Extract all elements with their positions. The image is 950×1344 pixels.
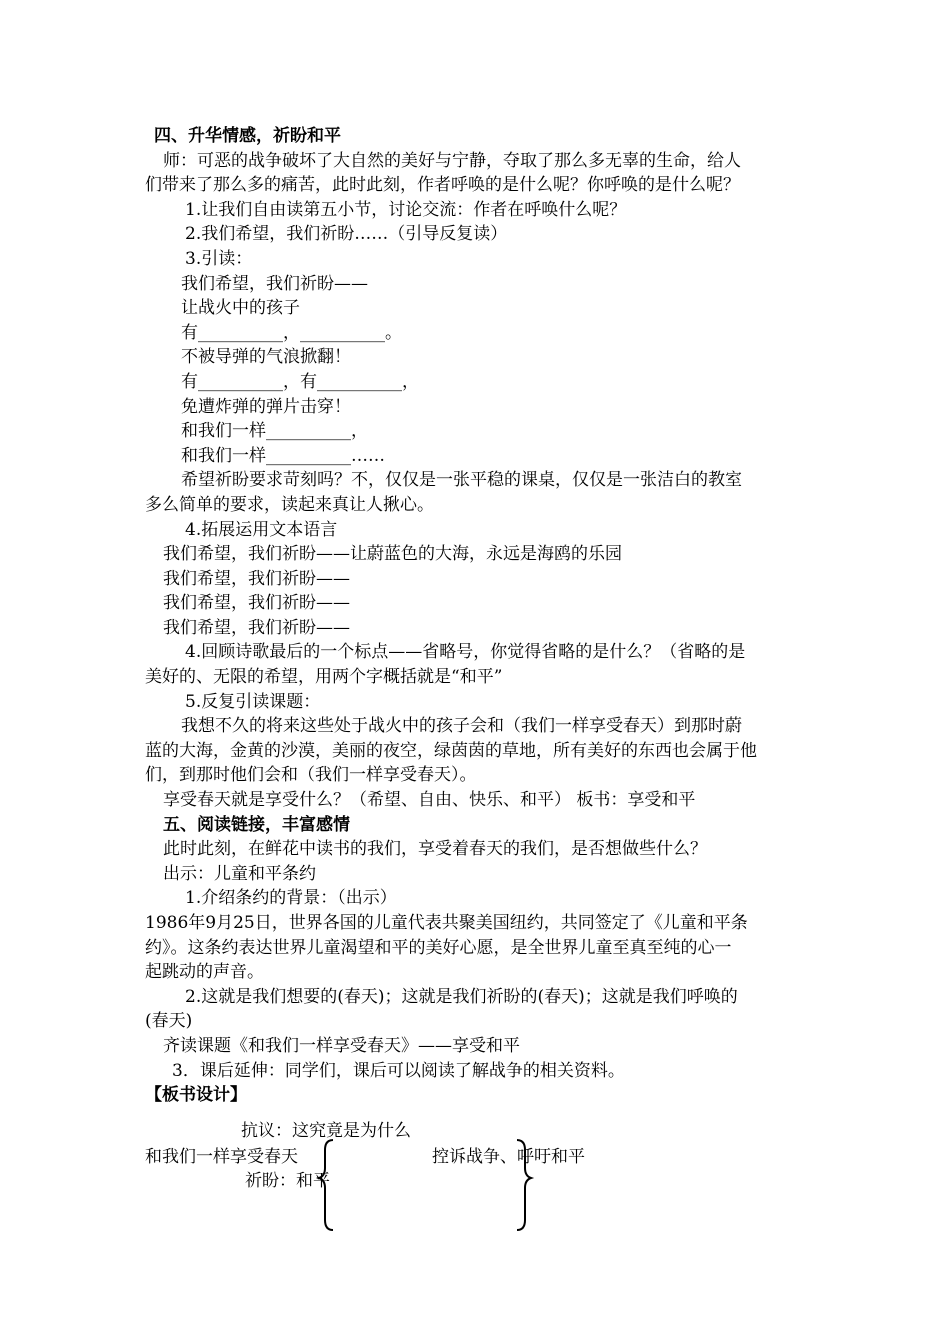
text-line: 们，到那时他们会和（我们一样享受春天）。: [145, 765, 477, 786]
text-line: 出示：儿童和平条约: [163, 863, 316, 884]
text-line: 4.拓展运用文本语言: [185, 519, 338, 540]
text-line: 此时此刻，在鲜花中读书的我们，享受着春天的我们，是否想做些什么？: [163, 839, 707, 860]
text-line: 我们希望，我们祈盼——: [163, 617, 350, 638]
text-line: 有__________，有__________，: [181, 371, 419, 392]
text-line: 我们希望，我们祈盼——: [163, 568, 350, 589]
text-line: 有__________，__________。: [181, 322, 402, 343]
text-line: 我们希望，我们祈盼——: [163, 593, 350, 614]
text-line: 1986年9月25日，世界各国的儿童代表共聚美国纽约，共同签定了《儿童和平条: [145, 913, 748, 933]
right-brace: [517, 1140, 531, 1230]
text-line: 起跳动的声音。: [145, 962, 264, 983]
text-line: 让战火中的孩子: [181, 298, 300, 319]
section-heading: 五、阅读链接，丰富感情: [163, 814, 350, 835]
text-line: 不被导弹的气浪掀翻！: [181, 347, 351, 368]
text-line: 和我们一样__________……: [181, 445, 385, 466]
text-line: 2.我们希望，我们祈盼……（引导反复读）: [185, 224, 508, 245]
text-line: 师：可恶的战争破坏了大自然的美好与宁静，夺取了那么多无辜的生命，给人: [163, 150, 741, 171]
board-title: 和我们一样享受春天: [145, 1147, 298, 1167]
text-line: 2.这就是我们想要的(春天)；这就是我们祈盼的(春天)；这就是我们呼唤的: [185, 986, 738, 1007]
text-line: 齐读课题《和我们一样享受春天》——享受和平: [163, 1035, 520, 1056]
text-line: 蓝的大海，金黄的沙漠，美丽的夜空，绿茵茵的草地，所有美好的东西也会属于他: [145, 740, 757, 761]
text-line: 4.回顾诗歌最后的一个标点——省略号，你觉得省略的是什么？（省略的是: [185, 642, 746, 663]
text-line: 约》。这条约表达世界儿童渴望和平的美好心愿，是全世界儿童至真至纯的心一: [145, 937, 732, 958]
board-braces: [145, 1120, 810, 1240]
board-protest: 抗议：这究竟是为什么: [241, 1121, 411, 1141]
section-heading: 四、升华情感，祈盼和平: [154, 126, 341, 146]
text-line: 3.引读：: [185, 248, 253, 269]
text-line: (春天): [145, 1011, 193, 1032]
board-right: 控诉战争、呼吁和平: [432, 1147, 585, 1167]
document-body: [145, 124, 810, 1108]
text-line: 和我们一样__________，: [181, 421, 368, 442]
text-line: 3．课后延伸：同学们，课后可以阅读了解战争的相关资料。: [172, 1060, 625, 1081]
text-line: 我们希望，我们祈盼——让蔚蓝色的大海，永远是海鸥的乐园: [163, 544, 622, 565]
left-brace: [319, 1140, 333, 1230]
text-line: 享受春天就是享受什么？（希望、自由、快乐、和平） 板书：享受和平: [163, 790, 696, 811]
text-line: 5.反复引读课题：: [185, 691, 321, 712]
text-line: 1.让我们自由读第五小节，讨论交流：作者在呼唤什么呢？: [185, 199, 627, 220]
board-design: [145, 1120, 810, 1240]
text-line: 我想不久的将来这些处于战火中的孩子会和（我们一样享受春天）到那时蔚: [181, 716, 742, 737]
section-heading: 【板书设计】: [145, 1085, 247, 1106]
text-line: 美好的、无限的希望，用两个字概括就是“和平”: [145, 667, 503, 688]
text-line: 1.介绍条约的背景：（出示）: [185, 888, 397, 909]
text-line: 们带来了那么多的痛苦，此时此刻，作者呼唤的是什么呢？你呼唤的是什么呢？: [145, 175, 740, 196]
board-pray: 祈盼：和平: [245, 1171, 330, 1191]
text-line: 免遭炸弹的弹片击穿！: [181, 396, 351, 417]
text-line: 希望祈盼要求苛刻吗？不，仅仅是一张平稳的课桌，仅仅是一张洁白的教室: [181, 470, 742, 491]
text-line: 多么简单的要求，读起来真让人揪心。: [145, 494, 434, 515]
text-line: 我们希望，我们祈盼——: [181, 273, 368, 294]
